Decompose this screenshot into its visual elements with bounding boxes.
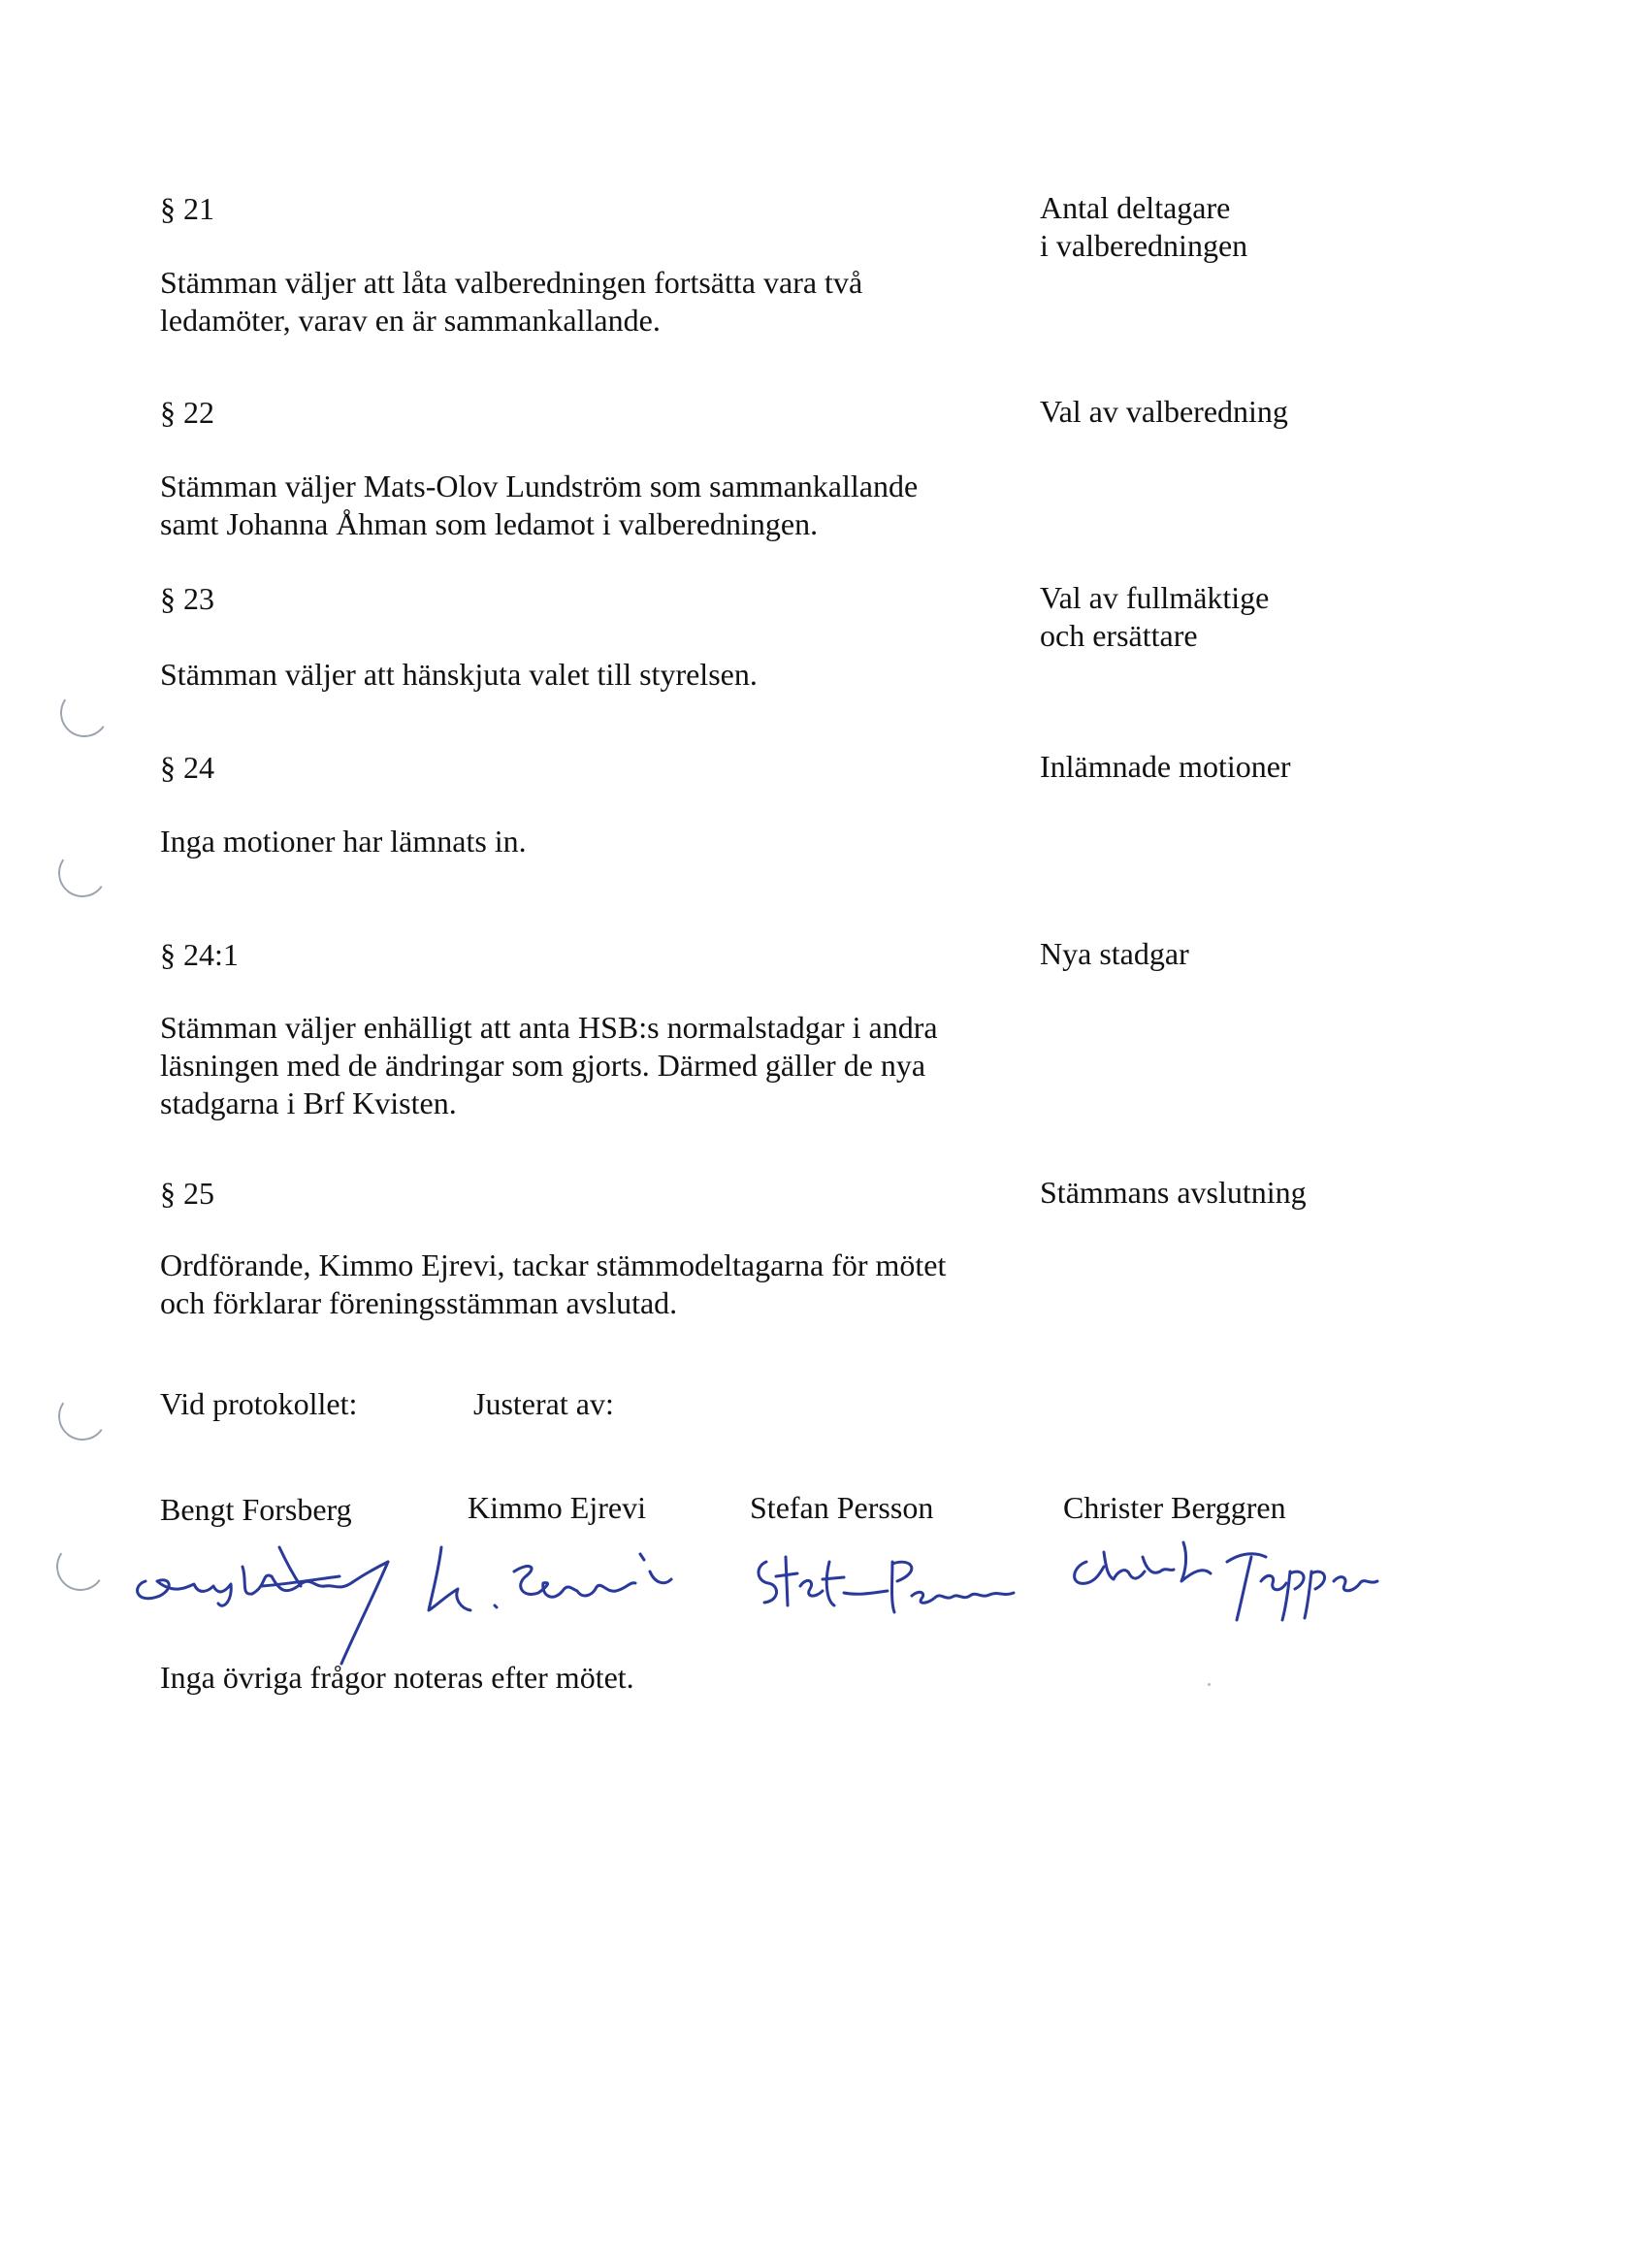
punch-hole-mark (54, 845, 111, 901)
section-body: Ordförande, Kimmo Ejrevi, tackar stämmodeltagarna för mötet (160, 1247, 947, 1282)
signature-bengt-forsberg (116, 1528, 427, 1673)
section-body: Stämman väljer enhälligt att anta HSB:s normalstadgar i andra (160, 1010, 938, 1045)
signatory-name: Kimmo Ejrevi (468, 1490, 646, 1525)
section-heading: Val av fullmäktige (1040, 580, 1270, 615)
signatory-name: Christer Berggren (1063, 1490, 1286, 1525)
section-number: § 25 (160, 1176, 214, 1211)
adjusted-label: Justerat av: (473, 1386, 614, 1421)
signature-christer-berggren (1057, 1513, 1387, 1630)
signature-stefan-persson (737, 1523, 1028, 1630)
section-body: Inga motioner har lämnats in. (160, 824, 527, 859)
section-heading: Antal deltagare (1040, 190, 1231, 225)
section-number: § 24:1 (160, 937, 239, 972)
section-body: Stämman väljer Mats-Olov Lundström som sammankallande (160, 469, 919, 503)
section-body: ledamöter, varav en är sammankallande. (160, 303, 661, 338)
section-body: Stämman väljer att låta valberedningen fortsätta vara två (160, 265, 863, 300)
section-heading: Inlämnade motioner (1040, 749, 1291, 784)
punch-hole-mark (54, 1388, 111, 1444)
section-body: Stämman väljer att hänskjuta valet till styrelsen. (160, 657, 758, 692)
section-number: § 23 (160, 581, 214, 616)
punch-hole-mark (52, 1539, 109, 1595)
scan-speck (1208, 1683, 1211, 1686)
section-heading: och ersättare (1040, 618, 1198, 653)
section-heading: i valberedningen (1040, 228, 1248, 263)
section-heading: Val av valberedning (1040, 394, 1288, 429)
protocol-label: Vid protokollet: (160, 1386, 358, 1421)
section-body: samt Johanna Åhman som ledamot i valberedningen. (160, 506, 819, 541)
section-number: § 21 (160, 191, 214, 226)
section-number: § 24 (160, 750, 214, 785)
section-number: § 22 (160, 395, 214, 430)
punch-hole-mark (56, 685, 113, 741)
section-heading: Stämmans avslutning (1040, 1175, 1307, 1210)
section-body: och förklarar föreningsstämman avslutad. (160, 1285, 678, 1320)
section-heading: Nya stadgar (1040, 936, 1189, 971)
signature-kimmo-ejrevi (417, 1513, 708, 1630)
section-body: stadgarna i Brf Kvisten. (160, 1085, 457, 1120)
section-body: läsningen med de ändringar som gjorts. Därmed gäller de nya (160, 1048, 926, 1083)
signatory-name: Bengt Forsberg (160, 1492, 352, 1527)
signatory-name: Stefan Persson (750, 1490, 934, 1525)
footer-note: Inga övriga frågor noteras efter mötet. (160, 1660, 634, 1695)
